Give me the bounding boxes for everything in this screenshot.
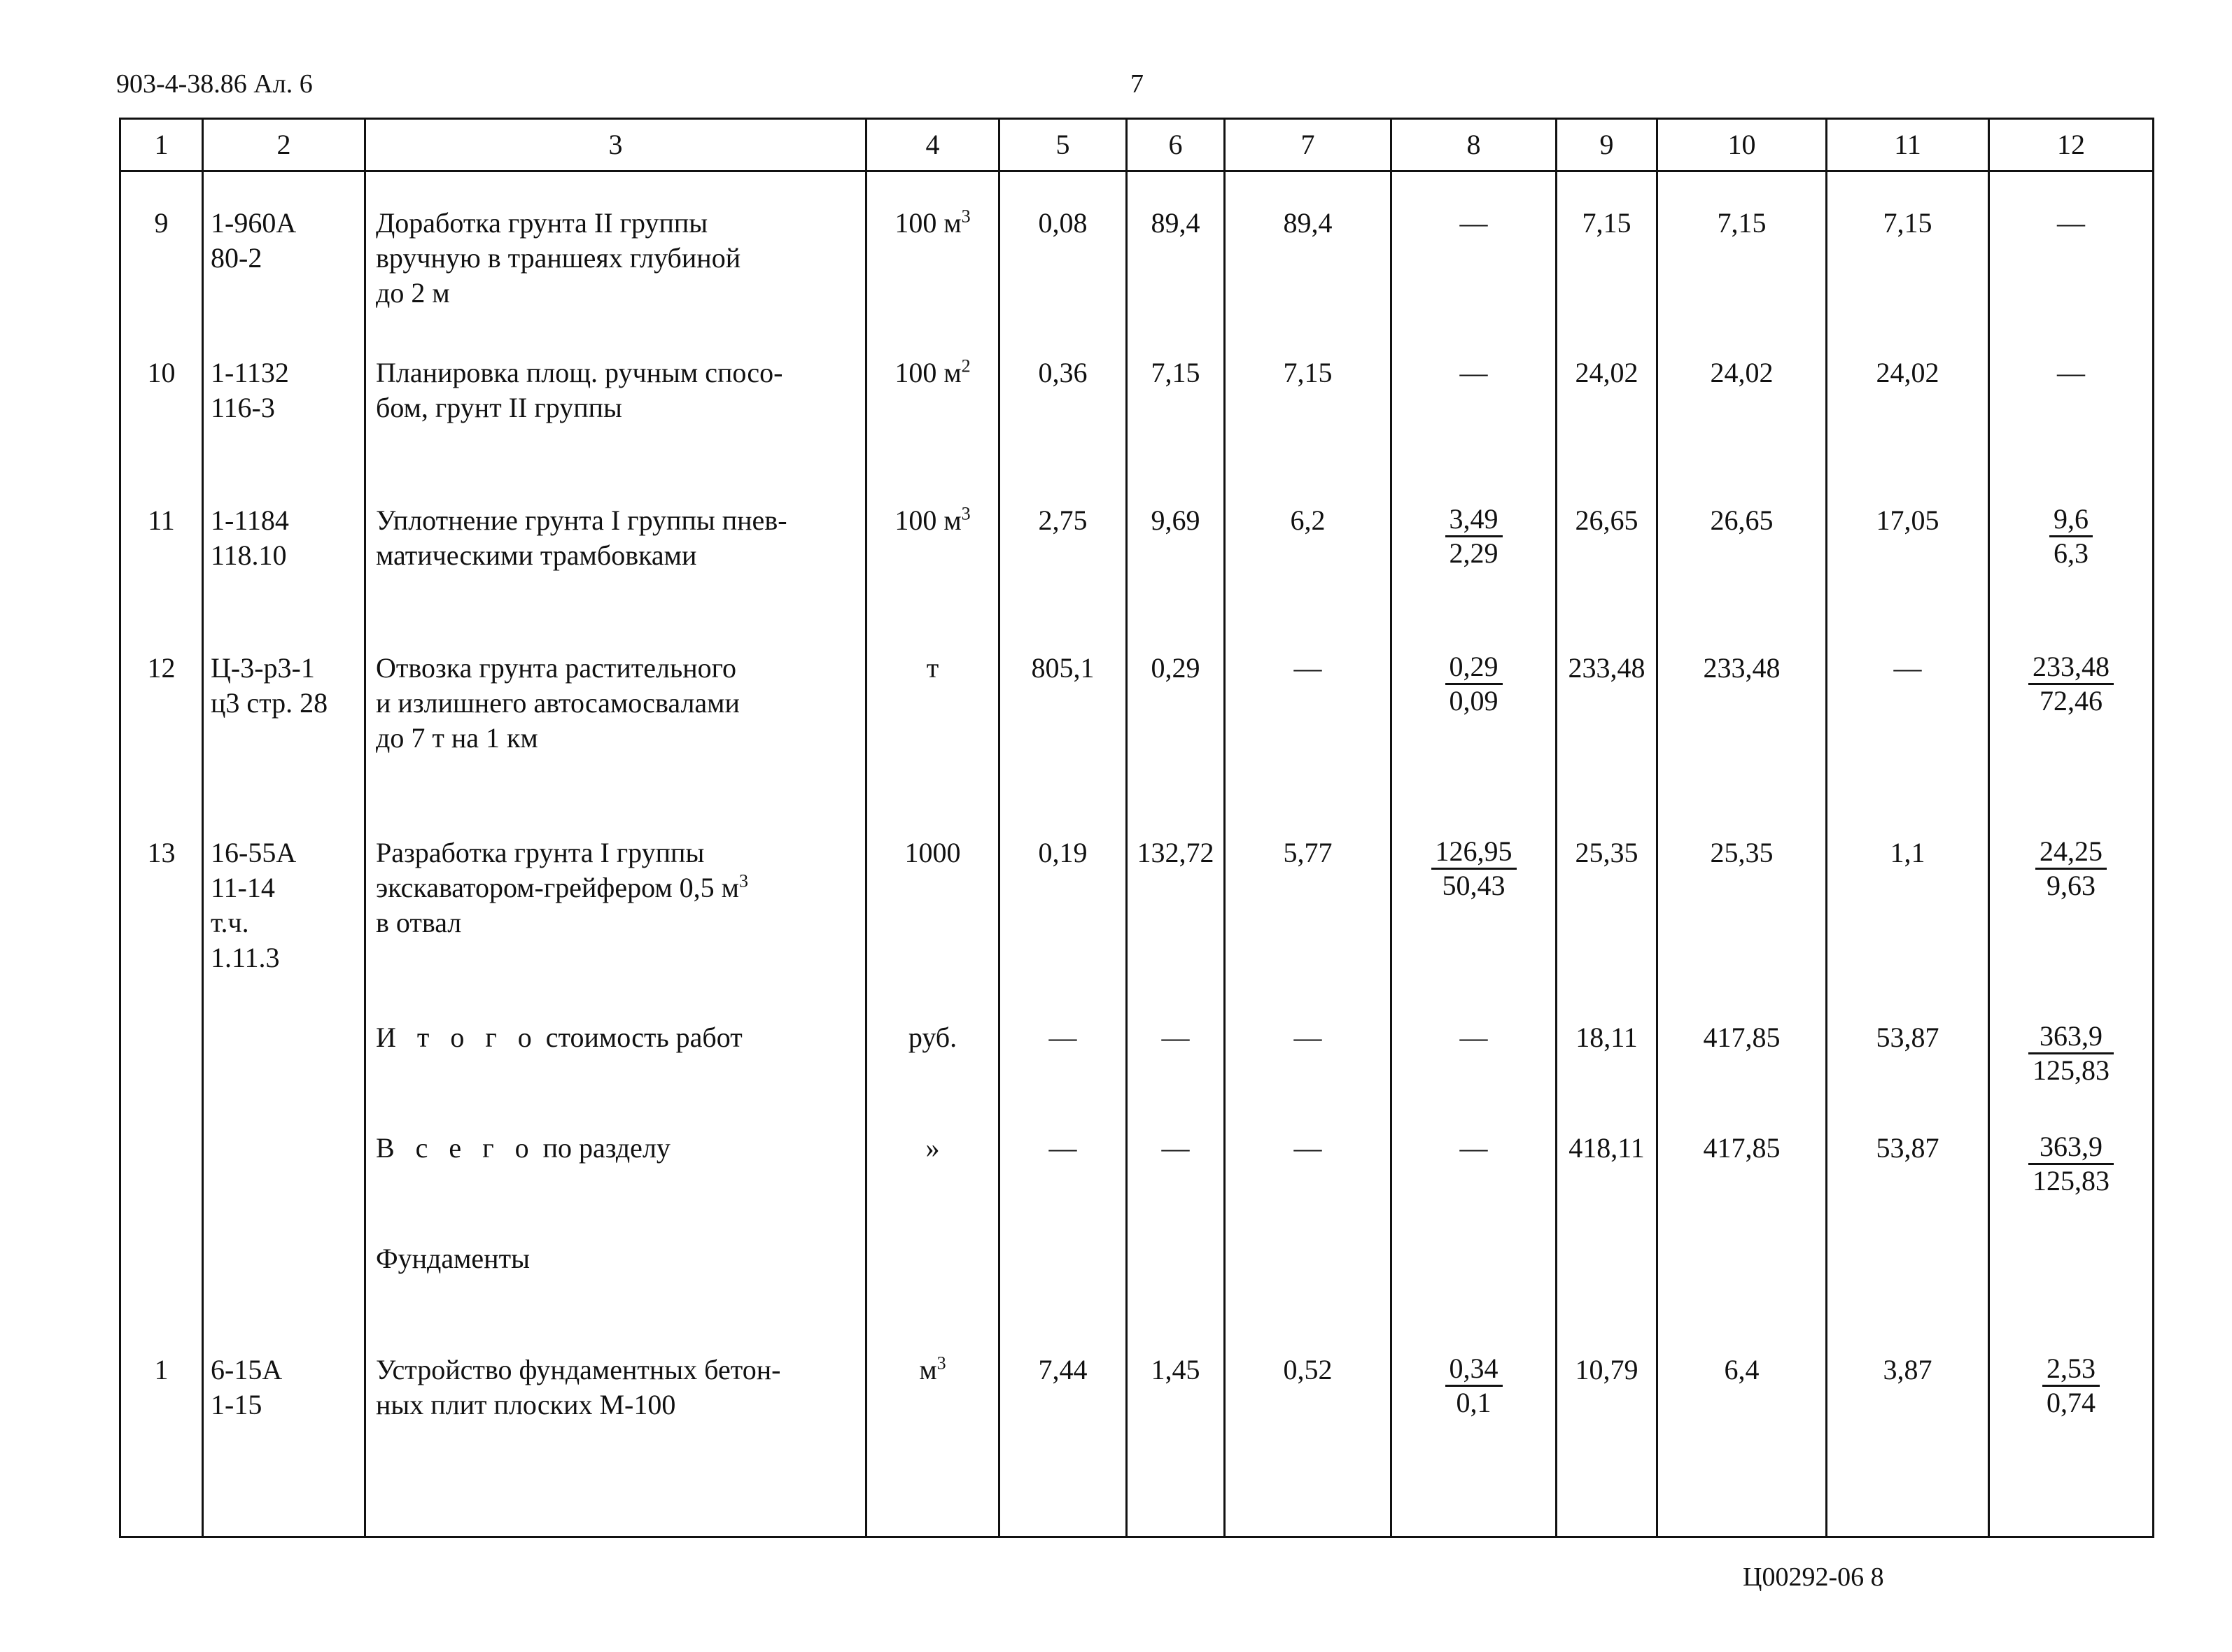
col-header: 5 xyxy=(999,119,1127,171)
row-number: 1 xyxy=(120,1353,203,1537)
cell: 418,11 xyxy=(1557,1131,1657,1241)
cell: — xyxy=(1391,355,1557,503)
col-header: 9 xyxy=(1557,119,1657,171)
col-header: 10 xyxy=(1657,119,1827,171)
cell: 3,87 xyxy=(1827,1353,1989,1537)
cell: 9,69 xyxy=(1127,503,1225,651)
cell: 6,4 xyxy=(1657,1353,1827,1537)
col-header: 7 xyxy=(1225,119,1391,171)
total-label: И т о г о стоимость работ xyxy=(365,1020,866,1131)
fraction-cell: $\frac{0,29}{0,09}$ xyxy=(1391,651,1557,835)
cell: 5,77 xyxy=(1225,835,1391,1020)
row-number: 11 xyxy=(120,503,203,651)
norm-code: 6-15А 1-15 xyxy=(203,1353,365,1537)
cell: 7,15 xyxy=(1827,171,1989,356)
cell: 6,2 xyxy=(1225,503,1391,651)
unit: 1000 xyxy=(866,835,999,1020)
work-description: Планировка площ. ручным спосо- бом, грунт II группы xyxy=(365,355,866,503)
cell: 0,08 xyxy=(999,171,1127,356)
cell: 7,15 xyxy=(1127,355,1225,503)
cell: 17,05 xyxy=(1827,503,1989,651)
cell: 0,19 xyxy=(999,835,1127,1020)
work-description: Отвозка грунта растительного и излишнего автосамосвалами до 7 т на 1 км xyxy=(365,651,866,835)
column-number-row xyxy=(120,119,2154,171)
estimate-table xyxy=(119,118,2154,1538)
cell: 53,87 xyxy=(1827,1131,1989,1241)
cell: 25,35 xyxy=(1657,835,1827,1020)
cell: 233,48 xyxy=(1657,651,1827,835)
cell: — xyxy=(1391,171,1557,356)
fraction-cell: $\frac{363,9}{125,83}$ xyxy=(1989,1131,2154,1241)
row-number: 12 xyxy=(120,651,203,835)
cell: — xyxy=(1225,651,1391,835)
cell: 89,4 xyxy=(1225,171,1391,356)
col-header: 11 xyxy=(1827,119,1989,171)
col-header: 2 xyxy=(203,119,365,171)
table-row xyxy=(120,1353,2154,1537)
cell: 1,45 xyxy=(1127,1353,1225,1537)
table-row xyxy=(120,651,2154,835)
cell: 26,65 xyxy=(1657,503,1827,651)
cell: 26,65 xyxy=(1557,503,1657,651)
total-section-row xyxy=(120,1131,2154,1241)
footer-code: Ц00292-06 8 xyxy=(1743,1562,1884,1592)
cell: — xyxy=(1225,1020,1391,1131)
unit: руб. xyxy=(866,1020,999,1131)
cell: 1,1 xyxy=(1827,835,1989,1020)
cell: — xyxy=(1989,355,2154,503)
col-header: 1 xyxy=(120,119,203,171)
cell: 18,11 xyxy=(1557,1020,1657,1131)
norm-code: 1-960А 80-2 xyxy=(203,171,365,356)
fraction-cell: $\frac{363,9}{125,83}$ xyxy=(1989,1020,2154,1131)
col-header: 6 xyxy=(1127,119,1225,171)
work-description: Разработка грунта I группы экскаватором-грейфером 0,5 $м^3$ в отвал xyxy=(365,835,866,1020)
cell: — xyxy=(1391,1020,1557,1131)
cell: 24,02 xyxy=(1827,355,1989,503)
section-title: Фундаменты xyxy=(365,1241,866,1352)
fraction-cell: $\frac{3,49}{2,29}$ xyxy=(1391,503,1557,651)
table-row xyxy=(120,835,2154,1020)
cell: 0,52 xyxy=(1225,1353,1391,1537)
unit: » xyxy=(866,1131,999,1241)
cell: — xyxy=(1391,1131,1557,1241)
unit: 100 $м^3$ xyxy=(866,171,999,356)
col-header: 3 xyxy=(365,119,866,171)
cell: 24,02 xyxy=(1557,355,1657,503)
document-code: 903-4-38.86 Ал. 6 xyxy=(116,69,313,99)
section-title-row xyxy=(120,1241,2154,1352)
cell: 2,75 xyxy=(999,503,1127,651)
cell: 233,48 xyxy=(1557,651,1657,835)
work-description: Уплотнение грунта I группы пнев- матическими трамбовками xyxy=(365,503,866,651)
fraction-cell: $\frac{233,48}{72,46}$ xyxy=(1989,651,2154,835)
norm-code: 1-1132 116-3 xyxy=(203,355,365,503)
cell: — xyxy=(1989,171,2154,356)
cell: 417,85 xyxy=(1657,1020,1827,1131)
cell: 25,35 xyxy=(1557,835,1657,1020)
table-row xyxy=(120,171,2154,356)
fraction-cell: $\frac{2,53}{0,74}$ xyxy=(1989,1353,2154,1537)
row-number: 9 xyxy=(120,171,203,356)
norm-code: 16-55А 11-14 т.ч. 1.11.3 xyxy=(203,835,365,1020)
fraction-cell: $\frac{0,34}{0,1}$ xyxy=(1391,1353,1557,1537)
col-header: 12 xyxy=(1989,119,2154,171)
unit: 100 $м^2$ xyxy=(866,355,999,503)
cell: — xyxy=(1127,1131,1225,1241)
total-works-row xyxy=(120,1020,2154,1131)
cell: — xyxy=(999,1131,1127,1241)
cell: 805,1 xyxy=(999,651,1127,835)
cell: 0,29 xyxy=(1127,651,1225,835)
fraction-cell: $\frac{24,25}{9,63}$ xyxy=(1989,835,2154,1020)
col-header: 4 xyxy=(866,119,999,171)
cell: 7,15 xyxy=(1657,171,1827,356)
table-row xyxy=(120,355,2154,503)
cell: 89,4 xyxy=(1127,171,1225,356)
table-row xyxy=(120,503,2154,651)
fraction-cell: $\frac{126,95}{50,43}$ xyxy=(1391,835,1557,1020)
cell: 0,36 xyxy=(999,355,1127,503)
unit: т xyxy=(866,651,999,835)
cell: 53,87 xyxy=(1827,1020,1989,1131)
unit: $м^3$ xyxy=(866,1353,999,1537)
cell: 417,85 xyxy=(1657,1131,1827,1241)
cell: 7,15 xyxy=(1225,355,1391,503)
cell: 10,79 xyxy=(1557,1353,1657,1537)
col-header: 8 xyxy=(1391,119,1557,171)
cell: 7,44 xyxy=(999,1353,1127,1537)
total-label: В с е г о по разделу xyxy=(365,1131,866,1241)
cell: 7,15 xyxy=(1557,171,1657,356)
row-number: 13 xyxy=(120,835,203,1020)
work-description: Устройство фундаментных бетон- ных плит плоских М-100 xyxy=(365,1353,866,1537)
cell: — xyxy=(1225,1131,1391,1241)
cell: 24,02 xyxy=(1657,355,1827,503)
norm-code: 1-1184 118.10 xyxy=(203,503,365,651)
norm-code: Ц-3-р3-1 ц3 стр. 28 xyxy=(203,651,365,835)
row-number: 10 xyxy=(120,355,203,503)
page-number: 7 xyxy=(1130,69,1144,99)
cell: 132,72 xyxy=(1127,835,1225,1020)
cell: — xyxy=(1827,651,1989,835)
cell: — xyxy=(999,1020,1127,1131)
fraction-cell: $\frac{9,6}{6,3}$ xyxy=(1989,503,2154,651)
unit: 100 $м^3$ xyxy=(866,503,999,651)
work-description: Доработка грунта II группы вручную в траншеях глубиной до 2 м xyxy=(365,171,866,356)
cell: — xyxy=(1127,1020,1225,1131)
